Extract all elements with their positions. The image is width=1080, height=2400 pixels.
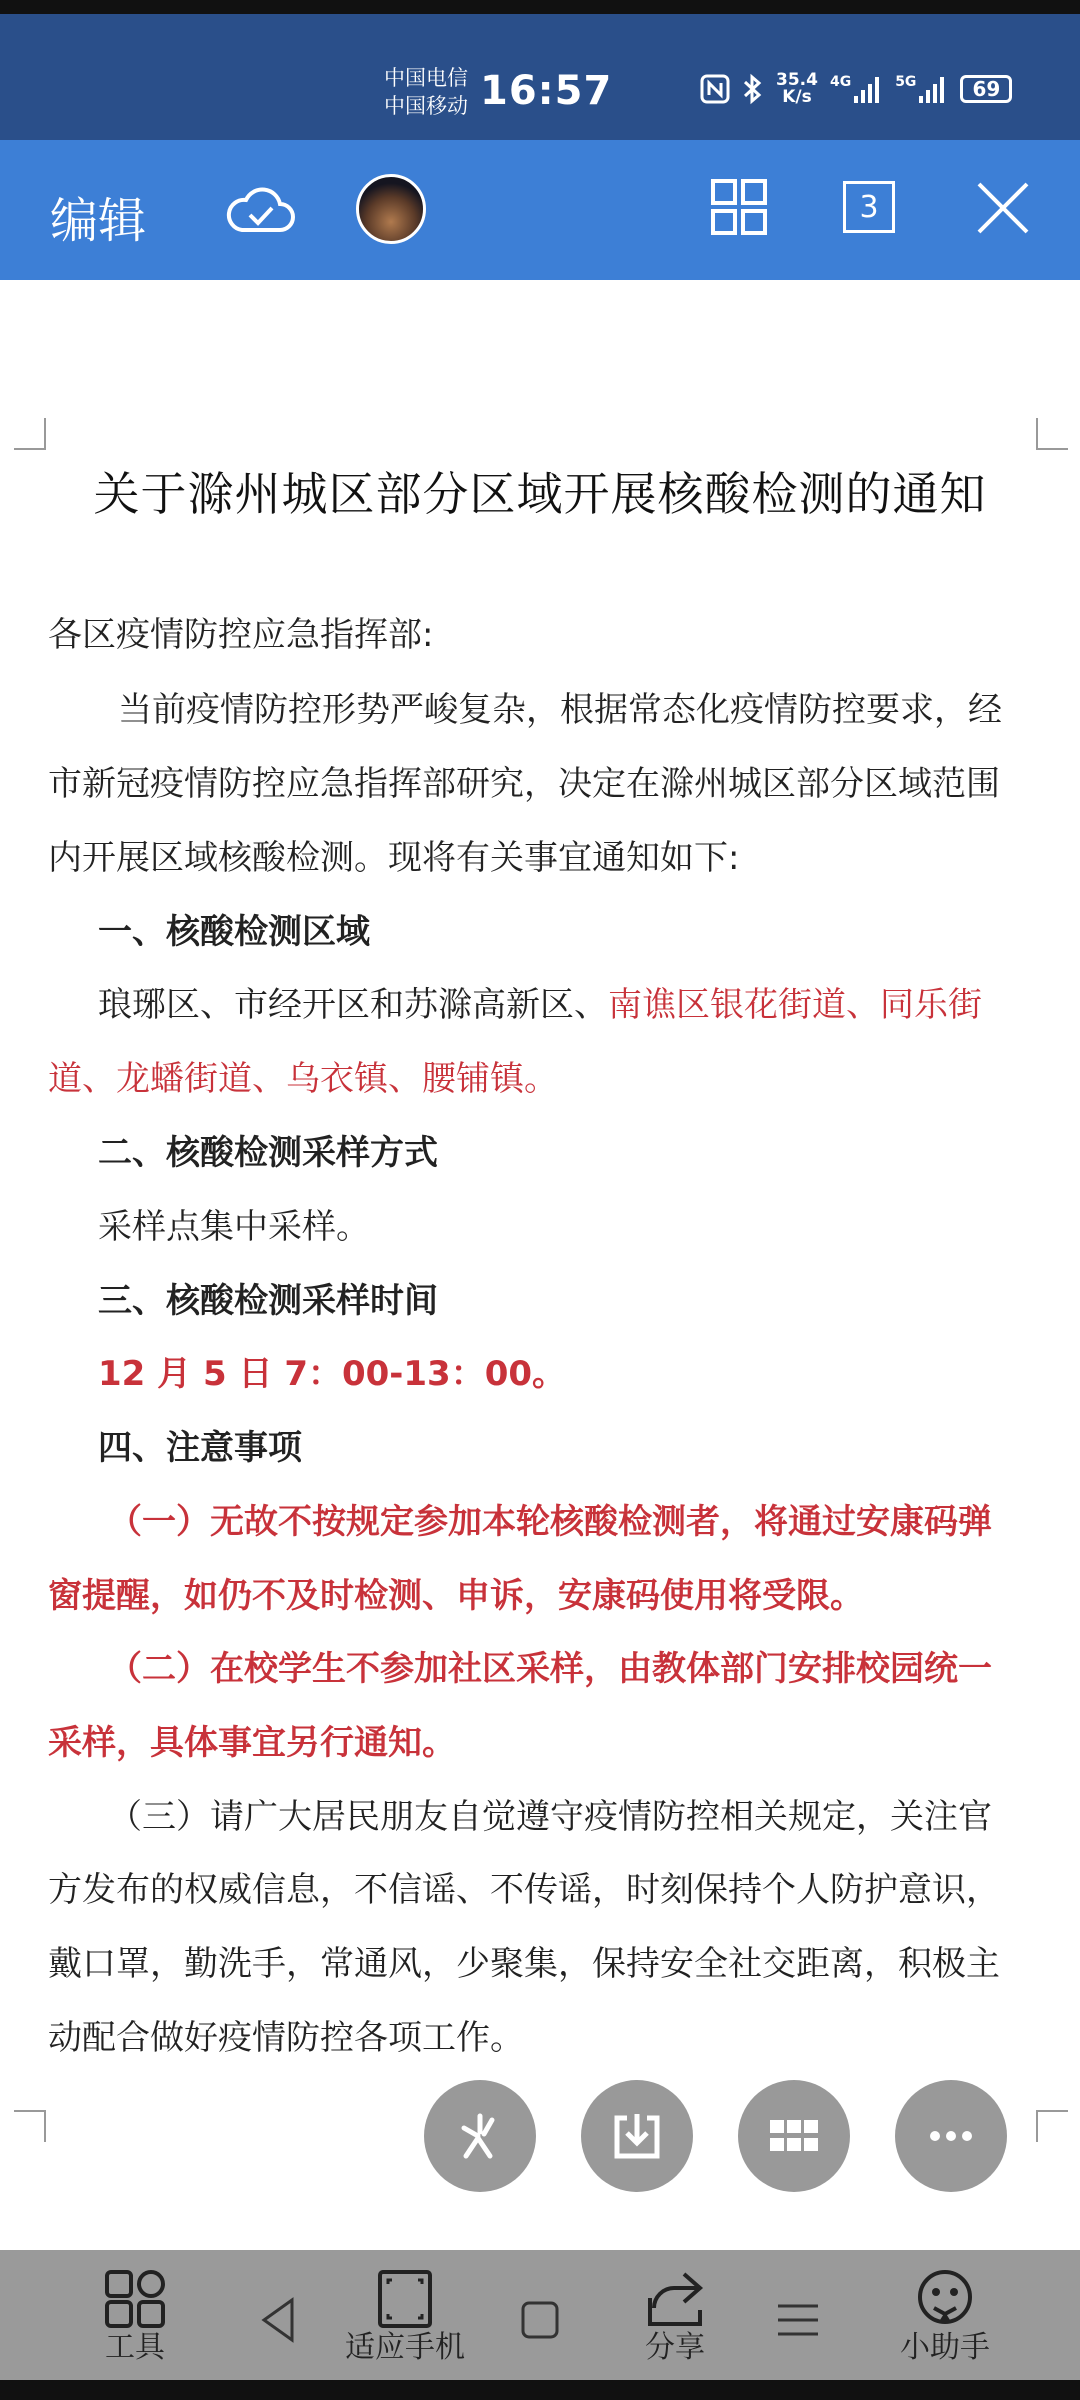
screen-bottom-edge xyxy=(0,2380,1080,2400)
section2-text: 采样点集中采样。 xyxy=(98,1207,370,1247)
carrier-2: 中国移动 xyxy=(384,94,468,118)
nav-share-label: 分享 xyxy=(645,2330,705,2365)
nfc-icon xyxy=(700,74,730,104)
section1-highlight-text: 南谯区银花街道、同乐街 xyxy=(608,985,982,1025)
page-corner-mark xyxy=(1036,2110,1068,2142)
page-corner-mark xyxy=(14,418,46,450)
network-type-1: 4G xyxy=(829,74,852,90)
section1-highlight-line: 道、龙蟠街道、乌衣镇、腰铺镇。 xyxy=(48,1059,558,1099)
salutation: 各区疫情防控应急指挥部: xyxy=(48,615,434,655)
carrier-1: 中国电信 xyxy=(384,66,468,90)
cloud-sync-icon[interactable] xyxy=(224,180,296,240)
status-icons xyxy=(700,72,1012,106)
app-toolbar xyxy=(0,140,1080,280)
signal-bars-icon xyxy=(918,74,948,104)
back-icon[interactable] xyxy=(258,2296,298,2344)
notice-item-3: 戴口罩，勤洗手，常通风，少聚集，保持安全社交距离，积极主 xyxy=(48,1944,1000,1984)
assistant-icon xyxy=(914,2268,976,2330)
notice-item-1: 窗提醒，如仍不及时检测、申诉，安康码使用将受限。 xyxy=(48,1576,864,1616)
section-heading: 二、核酸检测采样方式 xyxy=(98,1133,438,1173)
notice-item-2: （二）在校学生不参加社区采样，由教体部门安排校园统一 xyxy=(108,1649,992,1689)
nav-tools-label: 工具 xyxy=(105,2330,165,2365)
signal-2 xyxy=(895,74,948,104)
notice-item-3: 方发布的权威信息，不信谣、不传谣，时刻保持个人防护意识， xyxy=(48,1870,1000,1910)
pen-tool-icon xyxy=(450,2106,510,2166)
more-button[interactable] xyxy=(895,2080,1007,2192)
nav-assistant-label: 小助手 xyxy=(900,2330,990,2365)
avatar[interactable] xyxy=(356,174,426,244)
bluetooth-icon xyxy=(742,73,764,105)
tools-icon xyxy=(103,2268,167,2330)
section-heading: 一、核酸检测区域 xyxy=(98,912,370,952)
notice-item-3: （三）请广大居民朋友自觉遵守疫情防控相关规定，关注官 xyxy=(108,1797,992,1837)
screen-top-edge xyxy=(0,0,1080,14)
page-count-button[interactable]: 3 xyxy=(843,181,895,233)
notice-item-2: 采样，具体事宜另行通知。 xyxy=(48,1723,456,1763)
nav-tools[interactable] xyxy=(60,2250,210,2380)
bottom-nav xyxy=(0,2250,1080,2380)
notice-item-1: （一）无故不按规定参加本轮核酸检测者，将通过安康码弹 xyxy=(108,1502,992,1542)
nav-share[interactable] xyxy=(600,2250,750,2380)
network-type-2: 5G xyxy=(895,74,917,90)
status-bar xyxy=(0,14,1080,140)
intro-line: 内开展区域核酸检测。现将有关事宜通知如下: xyxy=(48,838,740,878)
clock: 16:57 xyxy=(480,68,613,114)
battery-indicator: 69 xyxy=(960,75,1012,103)
grid-view-icon[interactable] xyxy=(710,178,768,236)
pen-tool-button[interactable] xyxy=(424,2080,536,2192)
home-icon[interactable] xyxy=(520,2300,560,2340)
speed-unit: K/s xyxy=(782,87,812,107)
document-title: 关于滁州城区部分区域开展核酸检测的通知 xyxy=(93,467,987,521)
carrier-labels xyxy=(384,64,468,120)
recent-apps-icon[interactable] xyxy=(775,2300,821,2340)
download-button[interactable] xyxy=(581,2080,693,2192)
intro-line: 市新冠疫情防控应急指挥部研究，决定在滁州城区部分区域范围 xyxy=(48,764,1000,804)
notice-item-3: 动配合做好疫情防控各项工作。 xyxy=(48,2018,524,2058)
nav-fit-phone-label: 适应手机 xyxy=(345,2330,465,2365)
section-heading: 四、注意事项 xyxy=(98,1428,302,1468)
nav-assistant[interactable] xyxy=(870,2250,1020,2380)
intro-line: 当前疫情防控形势严峻复杂，根据常态化疫情防控要求，经 xyxy=(118,690,1002,730)
section1-line xyxy=(98,968,982,1042)
signal-1 xyxy=(830,74,883,104)
signal-bars-icon xyxy=(853,74,883,104)
fit-screen-icon xyxy=(376,2268,434,2330)
apps-button[interactable] xyxy=(738,2080,850,2192)
section-heading: 三、核酸检测采样时间 xyxy=(98,1281,438,1321)
section1-area-text: 琅琊区、市经开区和苏滁高新区、 xyxy=(98,985,608,1025)
document-page xyxy=(0,280,1080,2250)
speed-value: 35.4 xyxy=(776,70,818,90)
more-icon xyxy=(921,2106,981,2166)
page-corner-mark xyxy=(1036,418,1068,450)
network-speed xyxy=(776,72,818,106)
nav-fit-phone[interactable] xyxy=(330,2250,480,2380)
close-icon[interactable] xyxy=(975,180,1031,236)
edit-button[interactable]: 编辑 xyxy=(50,193,147,249)
download-icon xyxy=(607,2106,667,2166)
section3-time: 12 月 5 日 7：00-13：00。 xyxy=(98,1354,567,1394)
share-icon xyxy=(644,2268,706,2330)
apps-grid-icon xyxy=(764,2106,824,2166)
page-corner-mark xyxy=(14,2110,46,2142)
